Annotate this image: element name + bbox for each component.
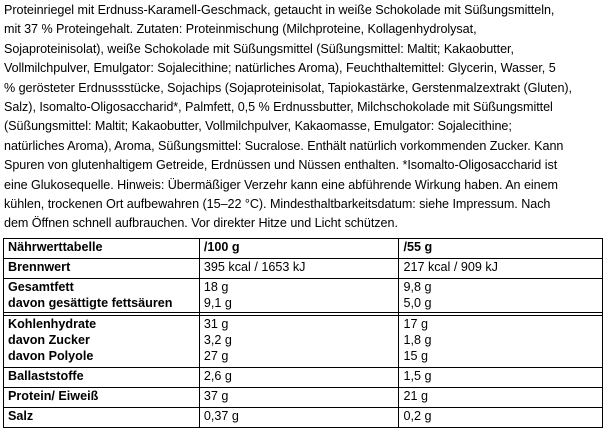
salt-per55: 0,2 g [399, 408, 603, 428]
energy-per55: 217 kcal / 909 kJ [399, 259, 603, 279]
ingredients-line: (Süßungsmittel: Maltit; Kakaobutter, Vollmilchpulver, Kakaomasse, Emulgator: Sojalecithine; [4, 119, 512, 134]
fibre-per55: 1,5 g [399, 368, 603, 388]
table-row [4, 259, 603, 279]
carbs-per100: 31 g [203, 317, 229, 331]
protein-label: Protein/ Eiweiß [4, 388, 200, 408]
carb-group-labels [4, 316, 200, 368]
ingredients-line: Vollmilchpulver, Emulgator: Sojalecithine; natürliches Aroma), Feuchthaltemittel: Glycerin, Wasser, 5 [4, 61, 556, 76]
ingredients-line: Proteinriegel mit Erdnuss-Karamell-Geschmack, getaucht in weiße Schokolade mit Süßungsmitteln, [4, 3, 555, 17]
fibre-label: Ballaststoffe [4, 368, 200, 388]
nutrition-table [3, 238, 603, 428]
carbs-per55: 17 g [403, 317, 428, 331]
ingredients-line: eine Glukosequelle. Hinweis: Übermäßiger Verzehr kann eine abführende Wirkung haben. An einem [4, 177, 558, 192]
polyols-label: davon Polyole [8, 349, 94, 363]
table-row [4, 279, 603, 313]
protein-per55: 21 g [399, 388, 603, 408]
ingredients-line: natürliches Aroma), Aroma, Süßungsmittel: Sucralose. Enthält natürlich vorkommenden Zucker. Kann [4, 138, 564, 153]
carb-group-per55 [399, 316, 603, 368]
fat-label: Gesamtfett [8, 280, 74, 294]
ingredients-line: % gerösteter Erdnussstücke, Sojachips (Sojaproteinisolat, Tapiokastärke, Gerstenmalzextrakt (Gluten), [4, 80, 572, 95]
carb-group-per100 [199, 316, 399, 368]
fat-per55: 9,8 g [403, 280, 432, 294]
ingredients-text [4, 1, 602, 234]
fat-group-per55 [399, 279, 603, 313]
header-per55: /55 g [399, 239, 603, 259]
fat-per100: 18 g [203, 280, 229, 294]
protein-per100: 37 g [199, 388, 399, 408]
energy-per100: 395 kcal / 1653 kJ [199, 259, 399, 279]
energy-label: Brennwert [4, 259, 200, 279]
ingredients-line: Salz), Isomalto-Oligosaccharid*, Palmfett, 0,5 % Erdnussbutter, Milchschokolade mit Süßungsmittel [4, 100, 553, 115]
sugar-label: davon Zucker [8, 333, 90, 347]
saturated-per100: 9,1 g [203, 296, 232, 310]
ingredients-line: Spuren von glutenhaltigem Getreide, Erdnüssen und Nüssen enthalten. *Isomalto-Oligosaccharid ist [4, 158, 558, 173]
carbs-label: Kohlenhydrate [8, 317, 97, 331]
table-header-row [4, 239, 603, 259]
ingredients-line: dem Öffnen schnell aufbrauchen. Vor direkter Hitze und Licht schützen. [4, 216, 398, 231]
sugar-per100: 3,2 g [203, 333, 232, 347]
ingredients-line: mit 37 % Proteingehalt. Zutaten: Proteinmischung (Milchproteine, Kollagenhydrolysat, [4, 22, 477, 37]
salt-per100: 0,37 g [199, 408, 399, 428]
table-row [4, 388, 603, 408]
sugar-per55: 1,8 g [403, 333, 432, 347]
header-label: Nährwerttabelle [4, 239, 200, 259]
fat-group-per100 [199, 279, 399, 313]
polyols-per55: 15 g [403, 349, 428, 363]
table-row [4, 368, 603, 388]
table-row [4, 316, 603, 368]
saturated-label: davon gesättigte fettsäuren [8, 296, 173, 310]
fibre-per100: 2,6 g [199, 368, 399, 388]
table-row [4, 408, 603, 428]
fat-group-labels [4, 279, 200, 313]
polyols-per100: 27 g [203, 349, 229, 363]
ingredients-line: Sojaproteinisolat), weiße Schokolade mit Süßungsmittel (Süßungsmittel: Maltit; Kakaobutter, [4, 41, 514, 56]
header-per100: /100 g [199, 239, 399, 259]
ingredients-line: kühlen, trockenen Ort aufbewahren (15–22 °C). Mindesthaltbarkeitsdatum: siehe Impressum. Nach [4, 197, 551, 212]
salt-label: Salz [4, 408, 200, 428]
saturated-per55: 5,0 g [403, 296, 432, 310]
